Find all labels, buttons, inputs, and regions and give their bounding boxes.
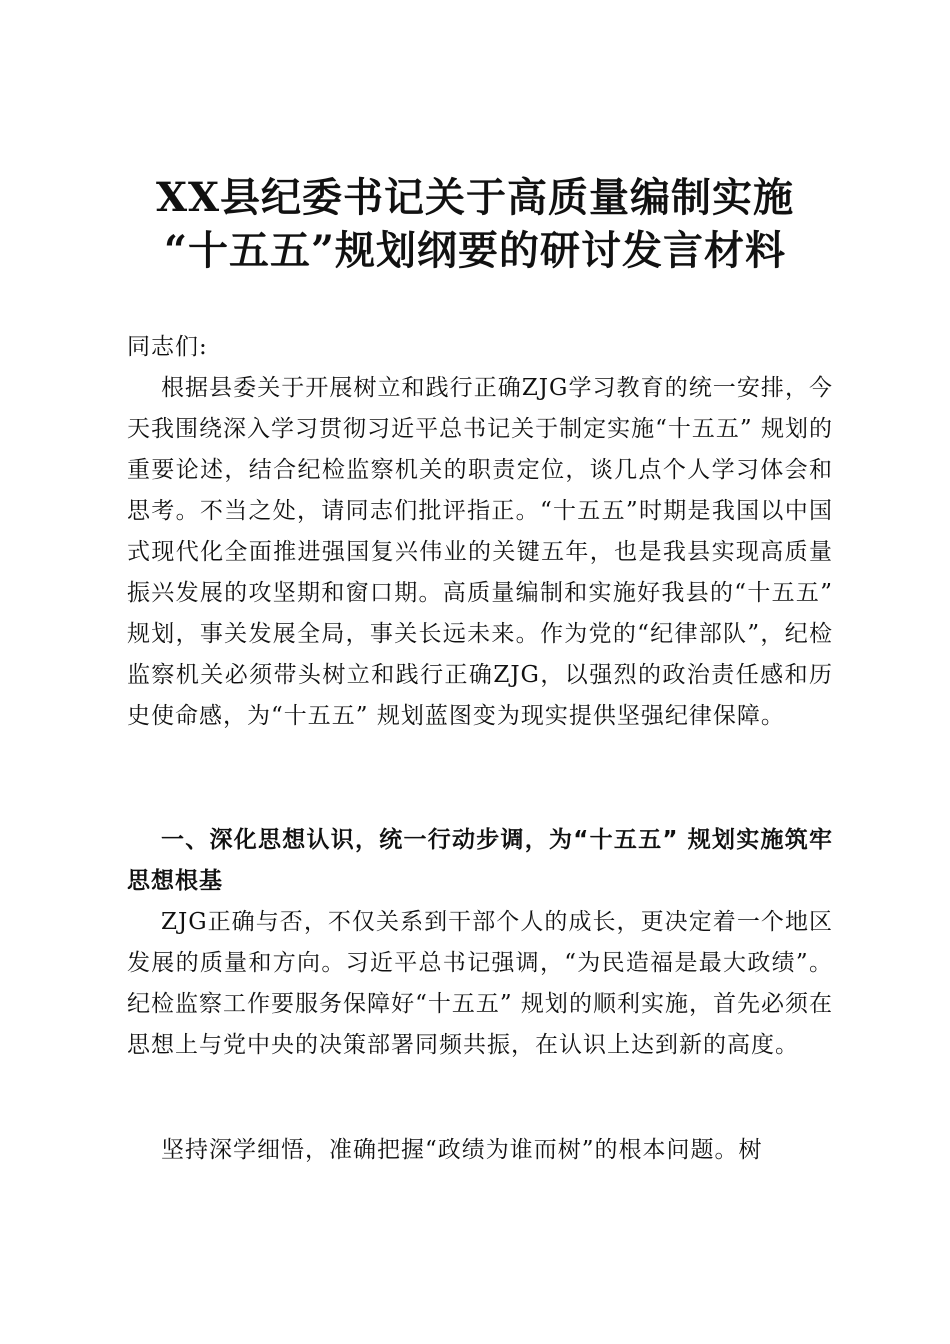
- paragraph-intro: 根据县委关于开展树立和践行正确ZJG学习教育的统一安排，今天我围绕深入学习贯彻习近平总书记关于制定实施“十五五” 规划的重要论述，结合纪检监察机关的职责定位，谈几点个人学习体会和思考。不当之处，请同志们批评指正。“十五五”时期是我国以中国式现代化全面推进强国复兴伟业的关键五年，也是我县实现高质量振兴发展的攻坚期和窗口期。高质量编制和实施好我县的“十五五” 规划，事关发展全局，事关长远未来。作为党的“纪律部队”，纪检监察机关必须带头树立和践行正确ZJG，以强烈的政治责任感和历史使命感，为“十五五” 规划蓝图变为现实提供坚强纪律保障。: [127, 375, 833, 729]
- document-title-line-1: XX县纪委书记关于高质量编制实施: [155, 174, 795, 221]
- paragraph-section-1: ZJG正确与否，不仅关系到干部个人的成长，更决定着一个地区发展的质量和方向。习近平总书记强调，“为民造福是最大政绩”。纪检监察工作要服务保障好“十五五” 规划的顺利实施，首先必须在思想上与党中央的决策部署同频共振，在认识上达到新的高度。: [127, 909, 833, 1058]
- section-heading-1: 一、深化思想认识，统一行动步调，为“十五五” 规划实施筑牢思想根基: [127, 827, 833, 894]
- salutation: 同志们:: [127, 334, 208, 360]
- paragraph-subpoint-1: 坚持深学细悟，准确把握“政绩为谁而树”的根本问题。树: [161, 1137, 763, 1163]
- document-title-line-2: “十五五”规划纲要的研讨发言材料: [163, 227, 786, 274]
